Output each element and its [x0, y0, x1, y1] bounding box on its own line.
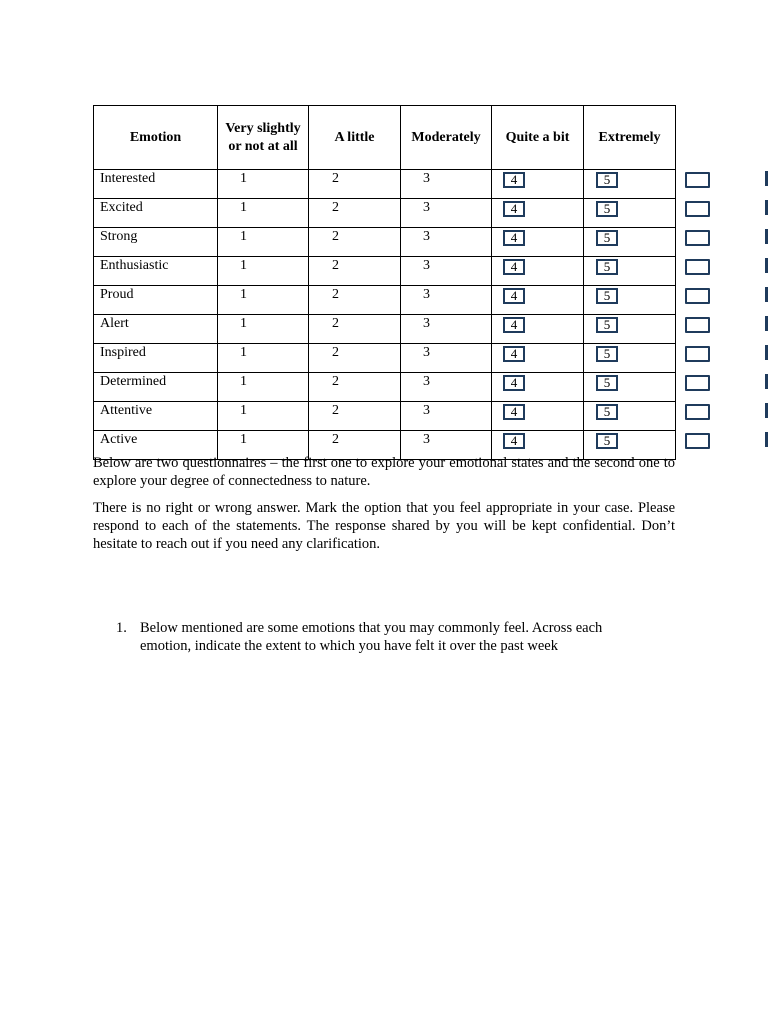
- rating-1-cell[interactable]: 1: [218, 228, 309, 257]
- rating-4-option-checkbox[interactable]: 4: [503, 288, 525, 304]
- side-checkbox[interactable]: [685, 317, 710, 333]
- rating-2-cell[interactable]: 2: [309, 257, 401, 286]
- rating-4-option-cell: [492, 199, 584, 228]
- rating-4-option-checkbox[interactable]: 4: [503, 259, 525, 275]
- table-header-row: [94, 106, 676, 170]
- rating-2-cell[interactable]: 2: [309, 431, 401, 460]
- rating-5-option-checkbox[interactable]: 5: [596, 346, 618, 362]
- side-checkbox[interactable]: [685, 201, 710, 217]
- rating-5-option-cell: [584, 344, 676, 373]
- rating-5-option-cell: [584, 315, 676, 344]
- intro-paragraph-1: Below are two questionnaires – the first one to explore your emotional states and the second one to explore your degree of connectedness to nature.: [93, 455, 675, 489]
- emotion-name: Interested: [94, 170, 218, 199]
- rating-2-cell[interactable]: 2: [309, 170, 401, 199]
- rating-1-cell[interactable]: 1: [218, 286, 309, 315]
- rating-4-option-checkbox[interactable]: 4: [503, 433, 525, 449]
- rating-2-cell[interactable]: 2: [309, 344, 401, 373]
- side-checkbox[interactable]: [685, 259, 710, 275]
- question-1: [116, 619, 646, 655]
- table-row: [94, 373, 676, 402]
- rating-5-option-cell: [584, 170, 676, 199]
- rating-4-option-cell: [492, 315, 584, 344]
- emotion-name: Inspired: [94, 344, 218, 373]
- rating-5-option-checkbox[interactable]: 5: [596, 433, 618, 449]
- rating-2-cell[interactable]: 2: [309, 286, 401, 315]
- header-a-little: A little: [309, 106, 401, 170]
- rating-1-cell[interactable]: 1: [218, 431, 309, 460]
- side-checkbox[interactable]: [685, 230, 710, 246]
- rating-1-cell[interactable]: 1: [218, 344, 309, 373]
- rating-3-cell[interactable]: 3: [401, 431, 492, 460]
- question-text: Below mentioned are some emotions that you may commonly feel. Across each emotion, indicate the extent to which you have felt it over the past week: [140, 620, 603, 654]
- header-very-slightly: Very slightly or not at all: [218, 106, 309, 170]
- table-row: [94, 286, 676, 315]
- rating-1-cell[interactable]: 1: [218, 170, 309, 199]
- rating-4-option-cell: [492, 344, 584, 373]
- rating-5-option-checkbox[interactable]: 5: [596, 375, 618, 391]
- side-checkbox[interactable]: [685, 172, 710, 188]
- table-row: [94, 344, 676, 373]
- rating-4-option-cell: [492, 170, 584, 199]
- rating-1-cell[interactable]: 1: [218, 199, 309, 228]
- rating-5-option-cell: [584, 257, 676, 286]
- rating-4-option-checkbox[interactable]: 4: [503, 404, 525, 420]
- table-row: [94, 402, 676, 431]
- question-number: 1.: [116, 620, 127, 636]
- rating-3-cell[interactable]: 3: [401, 170, 492, 199]
- rating-4-option-cell: [492, 286, 584, 315]
- rating-4-option-checkbox[interactable]: 4: [503, 172, 525, 188]
- emotion-name: Excited: [94, 199, 218, 228]
- rating-5-option-cell: [584, 199, 676, 228]
- rating-4-option-checkbox[interactable]: 4: [503, 201, 525, 217]
- rating-3-cell[interactable]: 3: [401, 402, 492, 431]
- side-checkbox[interactable]: [685, 346, 710, 362]
- emotion-name: Attentive: [94, 402, 218, 431]
- emotion-rating-table: [93, 105, 676, 460]
- rating-4-option-checkbox[interactable]: 4: [503, 346, 525, 362]
- rating-5-option-checkbox[interactable]: 5: [596, 201, 618, 217]
- rating-2-cell[interactable]: 2: [309, 373, 401, 402]
- table-row: [94, 170, 676, 199]
- rating-1-cell[interactable]: 1: [218, 402, 309, 431]
- header-emotion: Emotion: [94, 106, 218, 170]
- side-checkbox[interactable]: [685, 404, 710, 420]
- rating-4-option-checkbox[interactable]: 4: [503, 230, 525, 246]
- rating-1-cell[interactable]: 1: [218, 315, 309, 344]
- rating-4-option-checkbox[interactable]: 4: [503, 317, 525, 333]
- rating-3-cell[interactable]: 3: [401, 315, 492, 344]
- rating-5-option-cell: [584, 228, 676, 257]
- side-checkbox[interactable]: [685, 375, 710, 391]
- table-row: [94, 199, 676, 228]
- rating-1-cell[interactable]: 1: [218, 257, 309, 286]
- table-row: [94, 228, 676, 257]
- rating-4-option-checkbox[interactable]: 4: [503, 375, 525, 391]
- rating-2-cell[interactable]: 2: [309, 315, 401, 344]
- emotion-name: Strong: [94, 228, 218, 257]
- emotion-name: Alert: [94, 315, 218, 344]
- rating-5-option-cell: [584, 402, 676, 431]
- emotion-name: Determined: [94, 373, 218, 402]
- rating-3-cell[interactable]: 3: [401, 257, 492, 286]
- emotion-name: Proud: [94, 286, 218, 315]
- intro-paragraph-2: There is no right or wrong answer. Mark the option that you feel appropriate in your case. Please respond to each of the statements. The response shared by you will be kept confidential. Don’t hesitate to reach out if you need any clarification.: [93, 500, 675, 552]
- rating-3-cell[interactable]: 3: [401, 344, 492, 373]
- emotion-name: Active: [94, 431, 218, 460]
- rating-5-option-checkbox[interactable]: 5: [596, 259, 618, 275]
- table-row: [94, 315, 676, 344]
- rating-5-option-checkbox[interactable]: 5: [596, 172, 618, 188]
- side-checkbox[interactable]: [685, 433, 710, 449]
- rating-3-cell[interactable]: 3: [401, 199, 492, 228]
- rating-3-cell[interactable]: 3: [401, 373, 492, 402]
- rating-5-option-checkbox[interactable]: 5: [596, 230, 618, 246]
- rating-5-option-checkbox[interactable]: 5: [596, 404, 618, 420]
- header-moderately: Moderately: [401, 106, 492, 170]
- rating-3-cell[interactable]: 3: [401, 286, 492, 315]
- rating-5-option-cell: [584, 286, 676, 315]
- rating-4-option-cell: [492, 228, 584, 257]
- rating-3-cell[interactable]: 3: [401, 228, 492, 257]
- header-quite-a-bit: Quite a bit: [492, 106, 584, 170]
- rating-4-option-cell: [492, 373, 584, 402]
- rating-2-cell[interactable]: 2: [309, 402, 401, 431]
- header-extremely: Extremely: [584, 106, 676, 170]
- rating-4-option-cell: [492, 402, 584, 431]
- rating-5-option-cell: [584, 373, 676, 402]
- rating-5-option-checkbox[interactable]: 5: [596, 288, 618, 304]
- table-row: [94, 257, 676, 286]
- emotion-name: Enthusiastic: [94, 257, 218, 286]
- rating-2-cell[interactable]: 2: [309, 228, 401, 257]
- side-checkbox[interactable]: [685, 288, 710, 304]
- rating-4-option-cell: [492, 257, 584, 286]
- rating-5-option-checkbox[interactable]: 5: [596, 317, 618, 333]
- rating-1-cell[interactable]: 1: [218, 373, 309, 402]
- rating-2-cell[interactable]: 2: [309, 199, 401, 228]
